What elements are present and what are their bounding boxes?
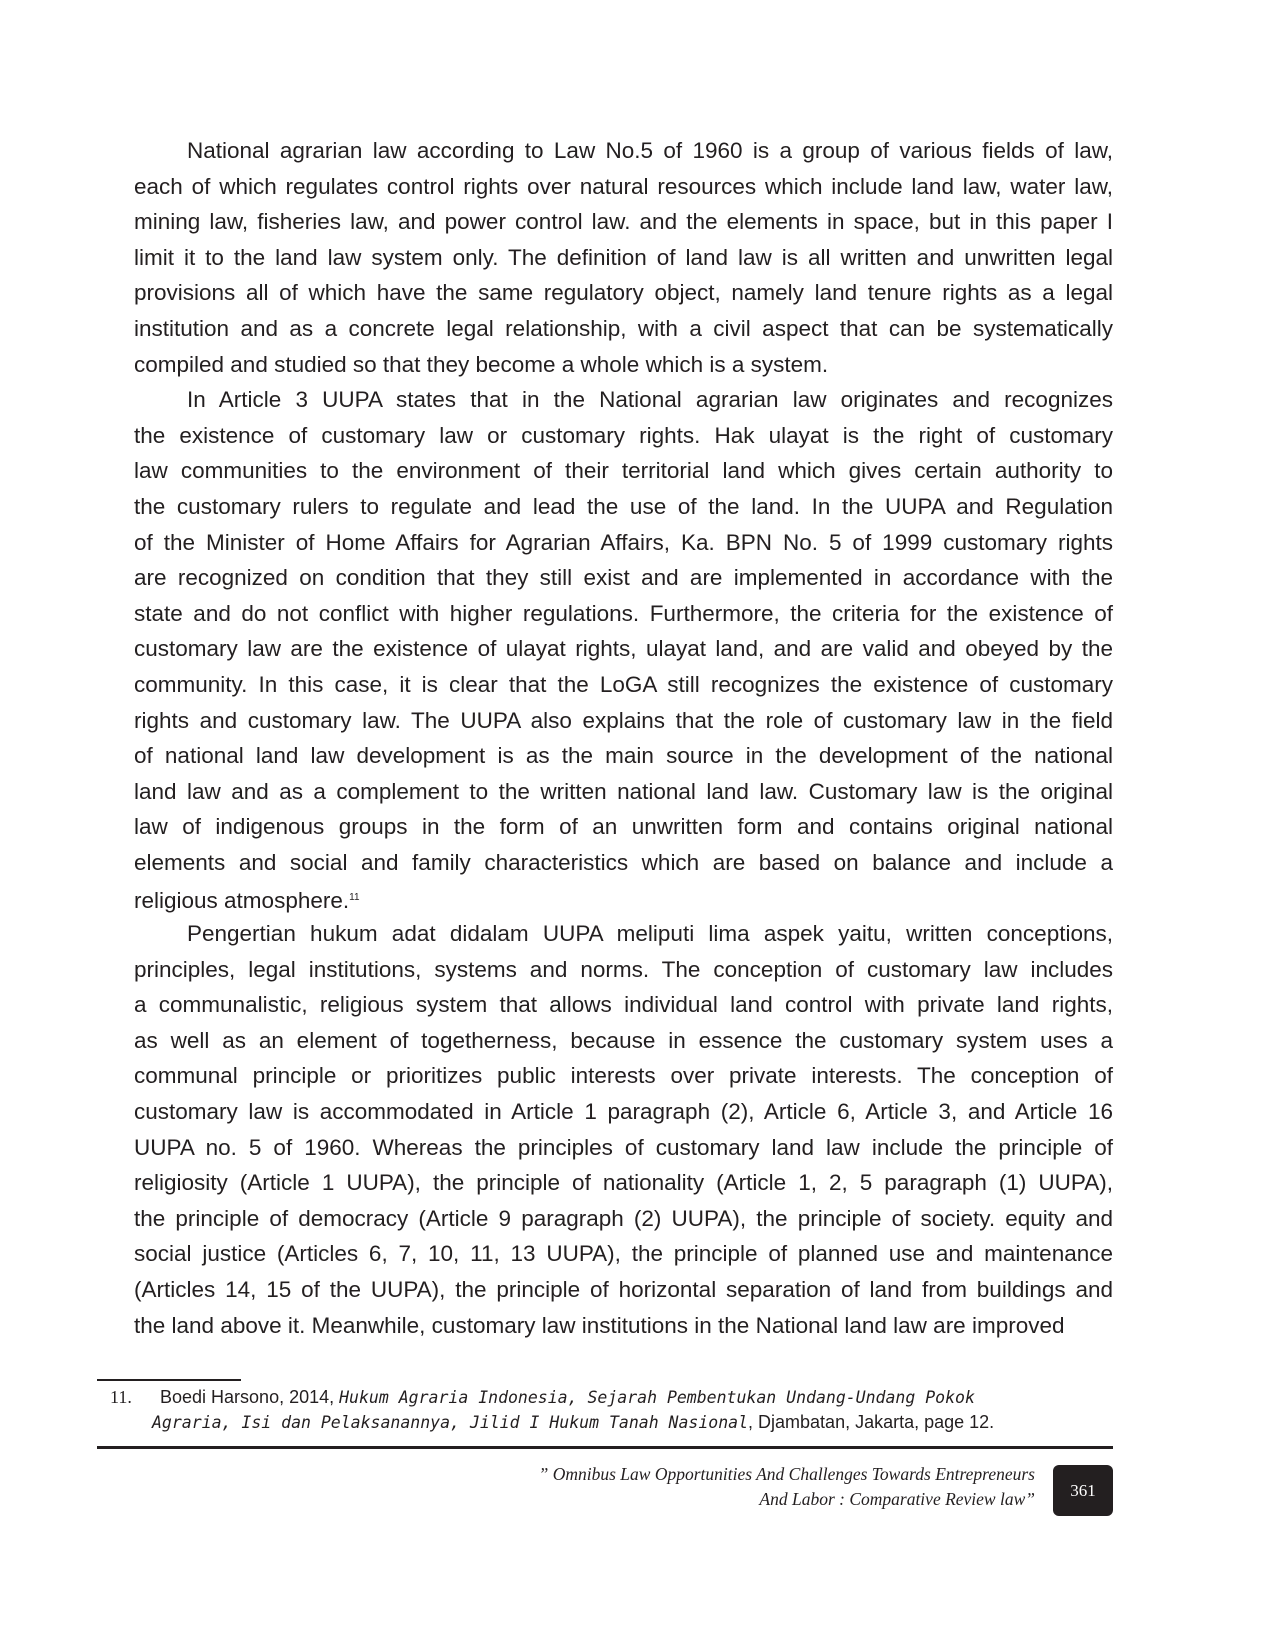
text-line: institution and as a concrete legal relationship, with a civil aspect that can be systematically [134,315,1113,341]
text-line: limit it to the land law system only. The definition of land law is all written and unwritten legal [134,244,1113,270]
footnote-author: Boedi Harsono, 2014, [160,1387,340,1407]
footnote-publisher: , Djambatan, Jakarta, page 12. [748,1412,995,1432]
text-line: provisions all of which have the same regulatory object, namely land tenure rights as a legal [134,280,1113,306]
text-line: elements and social and family characteristics which are based on balance and include a [134,849,1113,875]
text-line: of the Minister of Home Affairs for Agrarian Affairs, Ka. BPN No. 5 of 1999 customary rights [134,529,1113,555]
footnote-divider [97,1379,241,1381]
text-line: compiled and studied so that they become a whole which is a system. [134,351,829,377]
text-line: UUPA no. 5 of 1960. Whereas the principles of customary land law include the principle of [134,1134,1113,1160]
text-line: each of which regulates control rights over natural resources which include land law, water law, [134,173,1113,199]
text-line: the land above it. Meanwhile, customary law institutions in the National land law are improved [134,1312,1065,1338]
text-line: mining law, fisheries law, and power control law. and the elements in space, but in this paper I [134,209,1113,235]
text-line: law of indigenous groups in the form of an unwritten form and contains original national [134,814,1113,840]
running-footer [539,1462,1035,1512]
footnote-number: 11. [110,1387,132,1407]
text-line: communal principle or prioritizes public interests over private interests. The conception of [134,1063,1113,1089]
text-line: religiosity (Article 1 UUPA), the principle of nationality (Article 1, 2, 5 paragraph (1) UUPA), [134,1170,1113,1196]
text-line: state and do not conflict with higher regulations. Furthermore, the criteria for the existence of [134,600,1113,626]
text-line: land law and as a complement to the written national land law. Customary law is the original [134,778,1113,804]
text-line: principles, legal institutions, systems and norms. The conception of customary law includes [134,956,1113,982]
text-line: (Articles 14, 15 of the UUPA), the principle of horizontal separation of land from buildings and [134,1277,1113,1302]
text-line: National agrarian law according to Law No.5 of 1960 is a group of various fields of law, [187,138,1113,163]
text-line: of national land law development is as the main source in the development of the national [134,743,1113,769]
text-line: the principle of democracy (Article 9 paragraph (2) UUPA), the principle of society. equity and [134,1205,1113,1231]
text-line: religious atmosphere.$^{11}$ [134,888,360,914]
footnote-title-1: Hukum Agraria Indonesia, Sejarah Pembentukan Undang-Undang Pokok [339,1388,975,1407]
text-line: law communities to the environment of their territorial land which gives certain authority to [134,458,1113,484]
text-line: In Article 3 UUPA states that in the National agrarian law originates and recognizes [187,387,1113,413]
footer-line-1: ” Omnibus Law Opportunities And Challenges Towards Entrepreneurs [538,1464,1035,1484]
text-line: rights and customary law. The UUPA also explains that the role of customary law in the field [134,707,1113,733]
footer-line-2: And Labor : Comparative Review law” [759,1489,1035,1509]
text-line: are recognized on condition that they still exist and are implemented in accordance with the [134,565,1113,591]
text-line: community. In this case, it is clear that the LoGA still recognizes the existence of customary [134,671,1113,697]
footnote-title-2: Agraria, Isi dan Pelaksanannya, Jilid I Hukum Tanah Nasional [152,1413,749,1432]
body-text [134,133,1113,1343]
page-number: 361 [1053,1465,1113,1516]
text-line: customary law is accommodated in Article 1 paragraph (2), Article 6, Article 3, and Article 16 [134,1099,1113,1125]
text-line: social justice (Articles 6, 7, 10, 11, 13 UUPA), the principle of planned use and maintenance [134,1241,1113,1267]
text-line: a communalistic, religious system that allows individual land control with private land rights, [134,992,1113,1018]
text-line: customary law are the existence of ulayat rights, ulayat land, and are valid and obeyed by the [134,636,1113,662]
footnote-ref[interactable]: 11 [349,892,360,904]
text-line: the customary rulers to regulate and lead the use of the land. In the UUPA and Regulation [134,493,1113,519]
text-line: the existence of customary law or customary rights. Hak ulayat is the right of customary [134,422,1113,448]
text-line: Pengertian hukum adat didalam UUPA meliputi lima aspek yaitu, written conceptions, [187,921,1113,947]
text-line: as well as an element of togetherness, because in essence the customary system uses a [134,1027,1113,1053]
footer-divider [97,1446,1113,1449]
